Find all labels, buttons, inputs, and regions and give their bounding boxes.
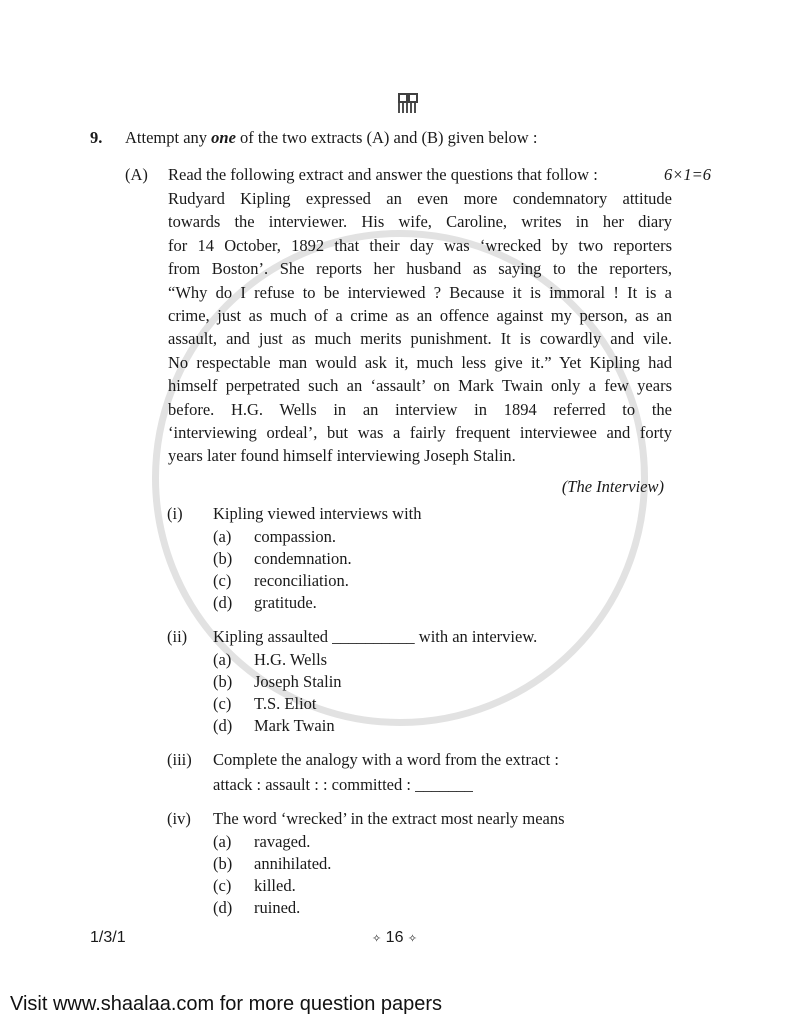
website-banner[interactable]: Visit www.shaalaa.com for more question papers	[10, 993, 443, 1015]
ornament-icon: ✧	[407, 933, 418, 945]
ornament-icon: ✧	[372, 933, 382, 945]
qr-code-icon	[398, 93, 418, 113]
instruction-text: of the two extracts (A) and (B) given below :	[235, 128, 538, 147]
passage-line: for 14 October, 1892 that their day was ‘wrecked by two reporters	[168, 235, 672, 255]
passage-line: “Why do I refuse to be interviewed ? Because it is immoral ! It is a	[168, 282, 672, 302]
instruction-text: Attempt any	[125, 128, 212, 147]
option-text: condemnation.	[254, 549, 352, 568]
question-text-line2: attack : assault : : committed : _______	[213, 775, 473, 794]
extract-passage	[168, 189, 672, 470]
question-text: Kipling assaulted __________ with an interview.	[213, 627, 538, 646]
option-label: (c)	[213, 694, 232, 713]
paper-code: 1/3/1	[90, 929, 126, 946]
question-number: (ii)	[167, 627, 188, 646]
option-text: annihilated.	[254, 854, 332, 873]
option-text: Mark Twain	[254, 716, 335, 735]
option-label: (d)	[213, 898, 233, 917]
option-text: T.S. Eliot	[254, 694, 317, 713]
option-text: killed.	[254, 876, 296, 895]
question-number: (iv)	[167, 809, 191, 828]
option-label: (c)	[213, 571, 232, 590]
passage-line: towards the interviewer. His wife, Caroline, writes in her diary	[168, 212, 672, 232]
passage-line: himself perpetrated such an ‘assault’ on Mark Twain only a few years	[168, 376, 672, 396]
question-instruction	[125, 128, 537, 148]
option-text: gratitude.	[254, 593, 317, 612]
option-text: reconciliation.	[254, 571, 349, 590]
passage-line: crime, just as much of a crime as an offence against my person, as an	[168, 305, 672, 325]
option-label: (b)	[213, 549, 233, 568]
instruction-emphasis: one	[211, 128, 236, 147]
extract-instruction: Read the following extract and answer the questions that follow :	[168, 165, 598, 184]
option-label: (a)	[213, 650, 232, 669]
option-text: Joseph Stalin	[254, 672, 342, 691]
option-text: compassion.	[254, 527, 337, 546]
extract-source: (The Interview)	[561, 477, 664, 496]
passage-line: from Boston’. She reports her husband as saying to the reporters,	[168, 259, 672, 279]
question-number: (iii)	[167, 750, 192, 769]
option-label: (d)	[213, 716, 233, 735]
option-label: (b)	[213, 672, 233, 691]
passage-line: No respectable man would ask it, much less give it.” Yet Kipling had	[168, 352, 672, 372]
question-number: (i)	[167, 504, 183, 523]
option-label: (b)	[213, 854, 233, 873]
option-label: (d)	[213, 593, 233, 612]
option-label: (c)	[213, 876, 232, 895]
question-text: Kipling viewed interviews with	[213, 504, 422, 523]
page-number: ✧ 16 ✧	[372, 929, 418, 946]
passage-line: before. H.G. Wells in an interview in 1894 referred to the	[168, 399, 672, 419]
question-number: 9.	[90, 128, 103, 147]
passage-line: years later found himself interviewing Joseph Stalin.	[168, 446, 516, 466]
option-label: (a)	[213, 527, 232, 546]
option-label: (a)	[213, 832, 232, 851]
option-text: ruined.	[254, 898, 301, 917]
question-text: The word ‘wrecked’ in the extract most nearly means	[213, 809, 565, 828]
option-text: ravaged.	[254, 832, 311, 851]
extract-label: (A)	[125, 165, 148, 184]
marks: 6×1=6	[664, 165, 712, 184]
option-text: H.G. Wells	[254, 650, 328, 669]
passage-line: ‘interviewing ordeal’, but was a fairly frequent interviewee and forty	[168, 422, 672, 442]
passage-line: assault, and just as much merits punishment. It is cowardly and vile.	[168, 329, 672, 349]
passage-line: Rudyard Kipling expressed an even more condemnatory attitude	[168, 189, 672, 208]
question-text: Complete the analogy with a word from the extract :	[213, 750, 559, 769]
